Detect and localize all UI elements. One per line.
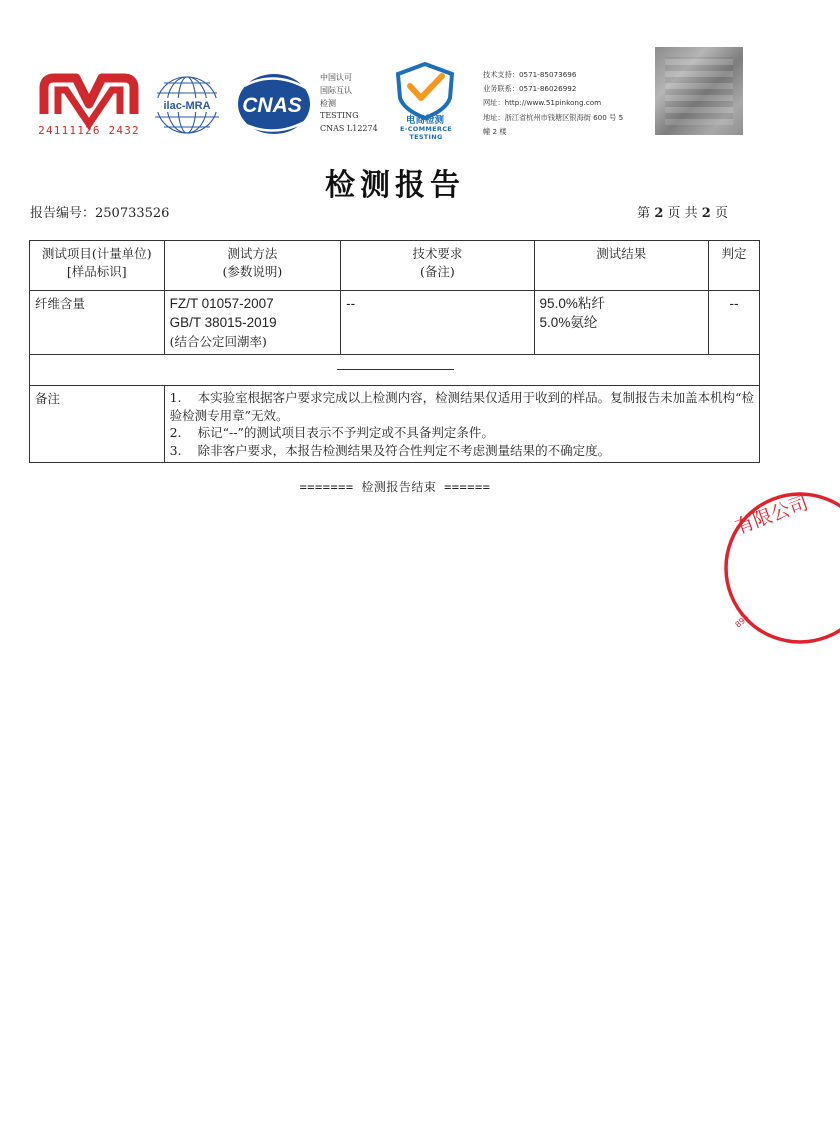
qr-code-blurred [655, 47, 743, 135]
table-row [30, 291, 760, 355]
requirement-cell: -- [341, 291, 534, 355]
document-title: 检测报告 [325, 168, 465, 203]
header-test-method: 测试方法 (参数说明) [164, 241, 341, 291]
test-method-cell: FZ/T 01057-2007 GB/T 38015-2019 (结合公定回潮率) [164, 291, 341, 355]
notes-row [30, 386, 760, 463]
accreditation-text: 中国认可 国际互认 检测 TESTING CNAS L12274 [320, 73, 378, 134]
test-item-cell: 纤维含量 [30, 291, 165, 355]
note-1: 1. 本实验室根据客户要求完成以上检测内容，检测结果仅适用于收到的样品。复制报告未加盖本机构“检验检测专用章”无效。 [169, 390, 755, 423]
tech-support-line: 技术支持：0571-85073696 [483, 70, 577, 79]
cnas-logo [230, 72, 314, 138]
contact-info [483, 68, 653, 139]
address-line-2: 幢 2 楼 [483, 126, 507, 136]
address-line: 地址：浙江省杭州市钱塘区银海街 600 号 5 [483, 112, 624, 122]
stamp-code: 894 [733, 612, 751, 630]
header-requirement: 技术要求 (备注) [341, 241, 534, 291]
separator-line [337, 369, 454, 370]
page-info: 第 2 页 共 2 页 [637, 206, 728, 221]
notes-cell [164, 386, 759, 463]
website-line: 网址：http://www.51pinkong.com [483, 98, 602, 108]
note-2: 2. 标记“--”的测试项目表示不予判定或不具备判定条件。 [169, 425, 494, 440]
ilac-mra-logo [152, 72, 222, 138]
cnas-text: CNAS [242, 94, 302, 117]
header-test-item: 测试项目(计量单位) [样品标识] [30, 241, 165, 291]
business-line: 业务联系：0571-86026992 [483, 84, 577, 94]
results-table [29, 240, 760, 463]
notes-label: 备注 [30, 386, 165, 463]
ecommerce-title: 电商检测 [405, 115, 444, 126]
stamp-text: 有限公司 [732, 492, 812, 539]
company-stamp [720, 488, 840, 648]
result-cell: 95.0%粘纤 5.0%氨纶 [534, 291, 709, 355]
header-judgement: 判定 [709, 241, 760, 291]
note-3: 3. 除非客户要求，本报告检测结果及符合性判定不考虑测量结果的不确定度。 [169, 442, 611, 458]
header-result: 测试结果 [534, 241, 709, 291]
report-number: 报告编号：250733526 [30, 206, 170, 221]
ecommerce-subtitle: E-COMMERCE TESTING [399, 125, 453, 141]
ilac-text: ilac-MRA [163, 100, 211, 112]
cma-code: 24111126 2432 [38, 124, 140, 137]
judgement-cell: -- [709, 291, 760, 355]
report-end-marker: ======= 检测报告结束 ====== [299, 480, 491, 494]
table-header-row [30, 241, 760, 291]
separator-row [30, 355, 760, 386]
